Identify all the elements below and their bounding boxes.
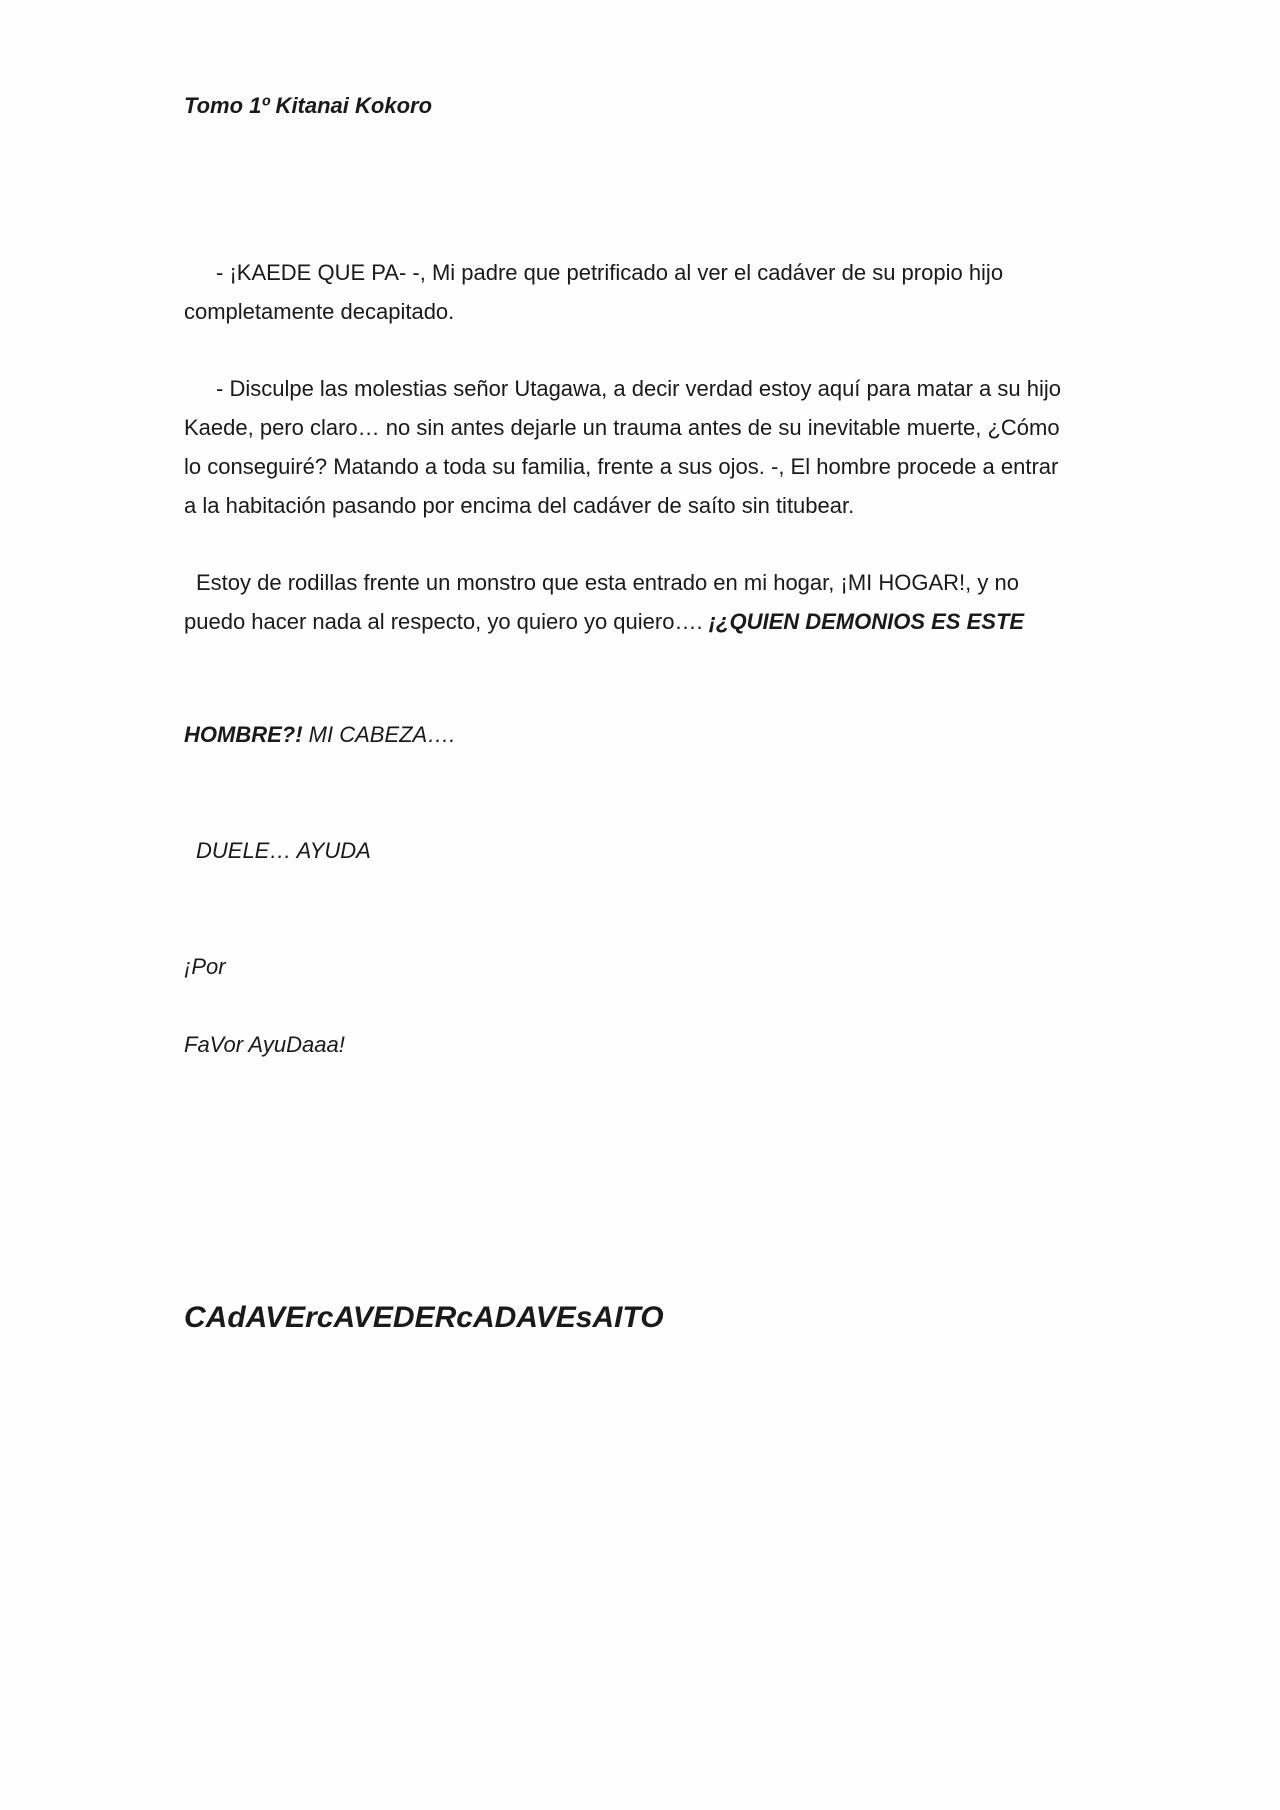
paragraph-stranger-speech <box>184 369 1096 525</box>
paragraph-kneeling <box>184 563 1096 641</box>
paragraph-line: - Disculpe las molestias señor Utagawa, a decir verdad estoy aquí para matar a su hijo <box>216 376 1061 401</box>
favor-line: FaVor AyuDaaa! <box>184 1032 345 1057</box>
hombre-line <box>184 715 1096 754</box>
duele-line: DUELE… AYUDA <box>196 838 371 863</box>
paragraph-line <box>184 602 1096 641</box>
paragraph-line: - ¡KAEDE QUE PA- -, Mi padre que petrificado al ver el cadáver de su propio hijo <box>216 260 1004 285</box>
emphasized-text: ¡¿QUIEN DEMONIOS ES ESTE <box>708 609 1025 634</box>
paragraph-line: completamente decapitado. <box>184 299 455 324</box>
shout-heading: CAdAVErcAVEDERcADAVEsAITO <box>184 1301 664 1334</box>
paragraph-line: Kaede, pero claro… no sin antes dejarle un trauma antes de su inevitable muerte, ¿Cómo <box>184 415 1060 440</box>
paragraph-kaede-father <box>184 253 1096 331</box>
paragraph-line: a la habitación pasando por encima del cadáver de saíto sin titubear. <box>184 493 855 518</box>
emphasized-text: HOMBRE?! <box>184 722 303 747</box>
por-line: ¡Por <box>184 954 226 979</box>
document-header-title: Tomo 1º Kitanai Kokoro <box>184 93 433 118</box>
paragraph-line: lo conseguiré? Matando a toda su familia, frente a sus ojos. -, El hombre procede a entrar <box>184 454 1059 479</box>
italic-text: MI CABEZA…. <box>302 722 456 747</box>
paragraph-text: puedo hacer nada al respecto, yo quiero yo quiero…. <box>184 609 703 634</box>
paragraph-line: Estoy de rodillas frente un monstro que esta entrado en mi hogar, ¡MI HOGAR!, y no <box>196 570 1019 595</box>
